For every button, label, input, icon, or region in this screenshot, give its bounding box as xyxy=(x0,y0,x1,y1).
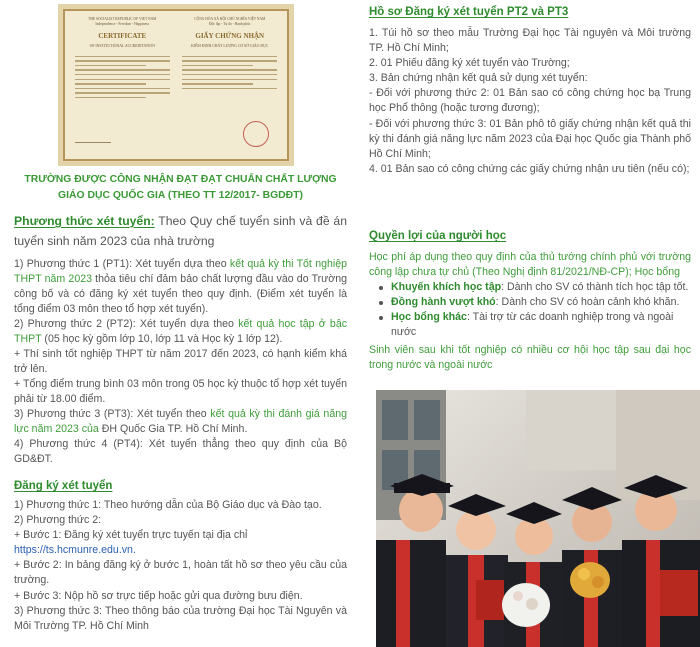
scholarship-1-title: Khuyến khích học tập xyxy=(391,281,502,294)
registration-step-1: + Bước 1: Đăng ký xét tuyển trực tuyến tại địa chỉ xyxy=(14,529,248,542)
dossier-item-2: 2. 01 Phiếu đăng ký xét tuyển vào Trường; xyxy=(369,57,570,70)
method-3-highlight: kết quả kỳ thi đánh giá năng lực năm 2023 của xyxy=(14,408,347,436)
graduates-illustration xyxy=(376,390,700,647)
method-2-paragraph xyxy=(14,317,347,347)
method-1-text: 1) Phương thức 1 (PT1): Xét tuyển dựa theo xyxy=(14,258,230,271)
signature-line xyxy=(75,142,111,143)
registration-website-link[interactable]: https://ts.hcmunre.edu.vn. xyxy=(14,544,136,557)
accreditation-certificate-image xyxy=(58,4,294,166)
certificate-motto-en: Independence - Freedom - Happiness xyxy=(95,21,150,26)
scholarship-3-title: Học bổng khác xyxy=(391,311,467,324)
registration-method-1: 1) Phương thức 1: Theo hướng dẫn của Bộ Giáo dục và Đào tạo. xyxy=(14,499,322,512)
certificate-motto-vi: Độc lập - Tự do - Hạnh phúc xyxy=(208,21,251,26)
scholarship-2-text: : Dành cho SV có hoàn cảnh khó khăn. xyxy=(495,296,680,309)
certificate-english-side xyxy=(69,17,176,101)
scholarship-2-title: Đồng hành vượt khó xyxy=(391,296,496,309)
admission-methods-intro xyxy=(14,212,347,251)
method-2-text: 2) Phương thức 2 (PT2): Xét tuyển dựa theo xyxy=(14,318,239,331)
registration-step-3: + Bước 3: Nộp hồ sơ trực tiếp hoặc gửi qua đường bưu điện. xyxy=(14,589,303,602)
method-1-highlight: kết quả kỳ thi Tốt nghiệp THPT năm 2023 xyxy=(14,258,348,286)
scholarship-list xyxy=(375,280,691,340)
method-2-text-rest: (05 học kỳ gồm lớp 10, lớp 11 và Học kỳ 1 lớp 12). xyxy=(41,333,283,346)
graduation-photo xyxy=(376,390,700,647)
admission-methods-heading: Phương thức xét tuyển: xyxy=(14,214,155,228)
method-2-condition-2: + Tổng điểm trung bình 03 môn trong 05 học kỳ thuộc tổ hợp xét tuyển phải từ 18.00 điểm. xyxy=(14,378,347,406)
dossier-item-1: 1. Túi hồ sơ theo mẫu Trường Đại học Tài nguyên và Môi trường TP. Hồ Chí Minh; xyxy=(369,27,691,55)
scholarship-1-text: : Dành cho SV có thành tích học tập tốt. xyxy=(501,281,689,294)
method-3-text: 3) Phương thức 3 (PT3): Xét tuyển theo xyxy=(14,408,211,421)
list-item xyxy=(375,310,691,340)
dossier-heading: Hồ sơ Đăng ký xét tuyển PT2 và PT3 xyxy=(369,6,569,18)
method-1-text-rest: thỏa tiêu chí đảm bảo chất lượng đầu vào do Trường công bố và có đăng ký xét tuyển theo quy định. (Điểm xét tuyển là tổng điểm 03 môn theo tổ hợp xét tuyển). xyxy=(14,273,348,316)
dossier-section xyxy=(369,4,691,177)
method-1-paragraph xyxy=(14,257,347,317)
certificate-title-vi: GIẤY CHỨNG NHẬN xyxy=(195,32,265,41)
dossier-item-3a: - Đối với phương thức 2: 01 Bản sao có công chứng học bạ Trung học Phổ thông (hoặc tương đương); xyxy=(369,87,691,115)
registration-heading: Đăng ký xét tuyển xyxy=(14,480,113,492)
registration-method-2: 2) Phương thức 2: xyxy=(14,514,102,527)
benefits-intro: Học phí áp dụng theo quy định của thủ tướng chính phủ với trường công lập chưa tự chủ (Theo Nghị định 81/2021/NĐ-CP); Học bổng xyxy=(369,251,691,279)
method-4-paragraph: 4) Phương thức 4 (PT4): Xét tuyển thẳng theo quy định của Bộ GD&ĐT. xyxy=(14,438,347,466)
admission-methods-section xyxy=(14,212,347,467)
certificate-subtitle-vi: KIỂM ĐỊNH CHẤT LƯỢNG CƠ SỞ GIÁO DỤC xyxy=(191,44,269,49)
benefits-outro: Sinh viên sau khi tốt nghiệp có nhiều cơ hội học tập sau đại học trong nước và ngoài nước xyxy=(369,343,691,371)
dossier-item-3: 3. Bản chứng nhận kết quả sử dụng xét tuyển: xyxy=(369,72,588,85)
registration-step-2: + Bước 2: In bảng đăng ký ở bước 1, hoàn tất hồ sơ theo yêu cầu của trường. xyxy=(14,559,347,587)
method-2-highlight: kết quả học tập ở bậc THPT xyxy=(14,318,348,346)
list-item xyxy=(375,280,691,295)
method-3-paragraph xyxy=(14,407,347,437)
registration-section xyxy=(14,478,347,634)
dossier-item-4: 4. 01 Bản sao có công chứng các giấy chứng nhận ưu tiên (nếu có); xyxy=(369,162,690,175)
benefits-heading: Quyền lợi của người học xyxy=(369,230,507,242)
certificate-country-vi: CỘNG HÒA XÃ HỘI CHỦ NGHĨA VIỆT NAM xyxy=(194,17,266,21)
certificate-vietnamese-side xyxy=(176,17,283,92)
method-3-text-rest: ĐH Quốc Gia TP. Hồ Chí Minh. xyxy=(98,423,248,436)
benefits-section xyxy=(369,228,691,373)
certificate-title-en: CERTIFICATE xyxy=(98,32,147,41)
method-2-condition-1: + Thí sinh tốt nghiệp THPT từ năm 2017 đến 2023, có hạnh kiểm khá trở lên. xyxy=(14,348,347,376)
scholarship-3-text: : Tài trợ từ các doanh nghiệp trong và ngoài nước xyxy=(391,311,674,339)
accreditation-caption: TRƯỜNG ĐƯỢC CÔNG NHẬN ĐẠT ĐẠT CHUẨN CHẤT LƯỢNG GIÁO DỤC QUỐC GIA (THEO TT 12/2017- BGDĐT) xyxy=(24,174,337,202)
red-seal-icon xyxy=(243,121,269,147)
list-item xyxy=(375,295,691,310)
certificate-country-en: THE SOCIALIST REPUBLIC OF VIET NAM xyxy=(88,17,157,21)
admission-methods-intro-text: Theo Quy chế tuyển sinh và đề án tuyển sinh năm 2023 của nhà trường xyxy=(14,214,347,248)
certificate-subtitle-en: OF INSTITUTIONAL ACCREDITATION xyxy=(89,44,155,49)
dossier-item-3b: - Đối với phương thức 3: 01 Bản phô tô giấy chứng nhận kết quả thi kỳ thi đánh giá năng lực năm 2023 của Đại học Quốc gia Thành phố Hồ Chí Minh; xyxy=(369,117,691,160)
registration-method-3: 3) Phương thức 3: Theo thông báo của trường Đại học Tài Nguyên và Môi Trường TP. Hồ Chí Minh xyxy=(14,604,347,632)
